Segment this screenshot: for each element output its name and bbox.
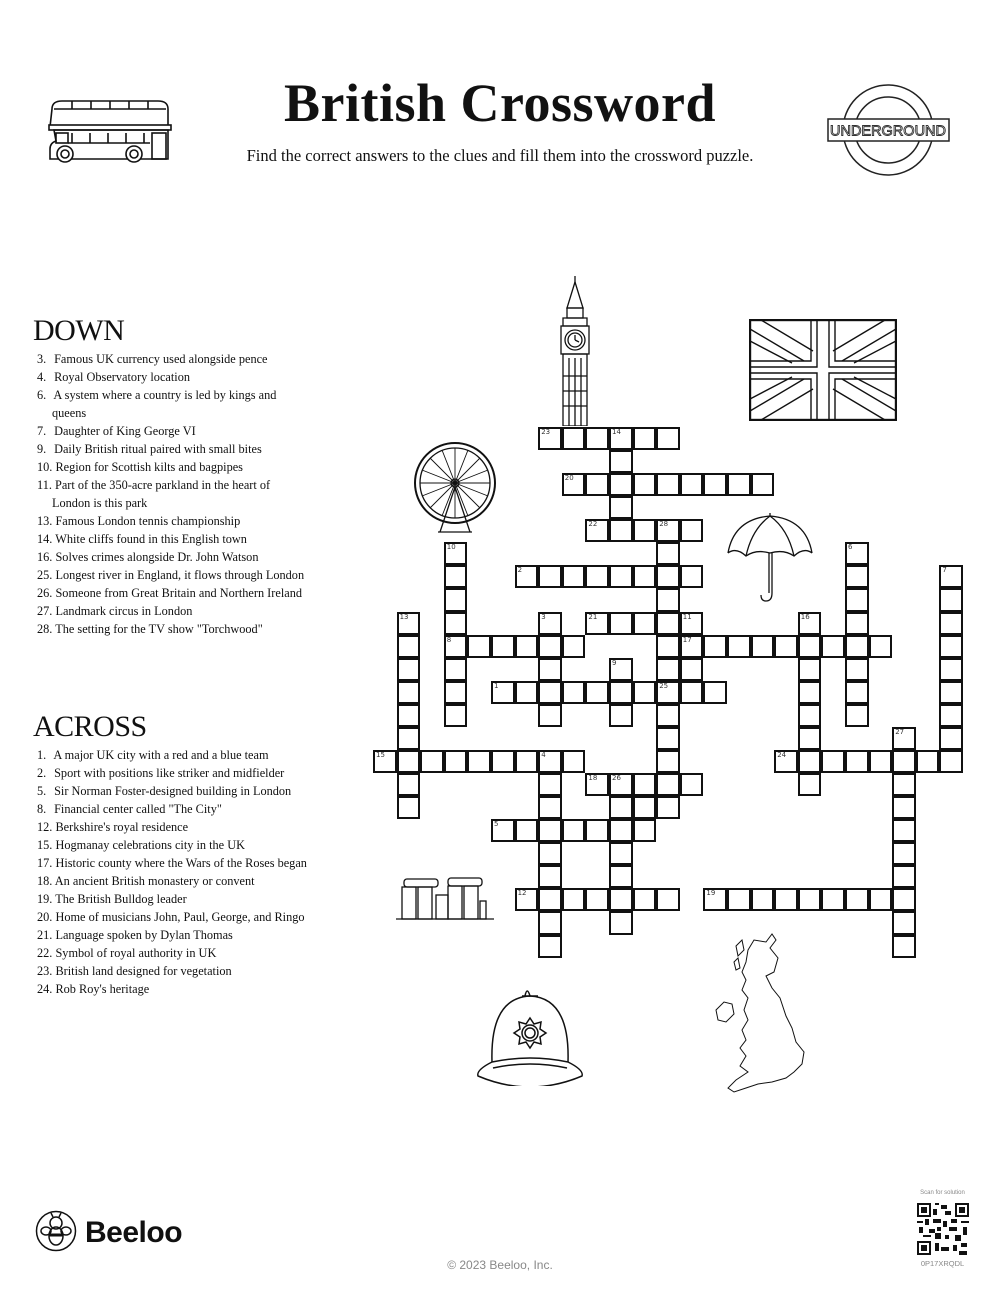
crossword-cell[interactable] — [444, 704, 468, 727]
crossword-cell[interactable] — [703, 473, 727, 496]
crossword-cell[interactable] — [845, 565, 869, 588]
stonehenge-icon — [396, 875, 494, 923]
crossword-cell[interactable] — [892, 819, 916, 842]
crossword-cell[interactable] — [538, 658, 562, 681]
crossword-cell-21[interactable] — [585, 612, 609, 635]
crossword-cell[interactable] — [609, 819, 633, 842]
crossword-cell[interactable] — [703, 635, 727, 658]
crossword-cell[interactable] — [562, 888, 586, 911]
crossword-cell[interactable] — [798, 681, 822, 704]
crossword-cell[interactable] — [680, 473, 704, 496]
copyright: © 2023 Beeloo, Inc. — [447, 1258, 553, 1272]
crossword-cell[interactable] — [656, 658, 680, 681]
crossword-cell[interactable] — [939, 635, 963, 658]
crossword-cell[interactable] — [397, 773, 421, 796]
crossword-cell[interactable] — [656, 727, 680, 750]
clue-down-28: 28. The setting for the TV show "Torchwood" — [37, 622, 263, 636]
crossword-cell[interactable] — [562, 750, 586, 773]
clue-down-11: 11. Part of the 350-acre parkland in the heart of London is this park — [37, 478, 271, 510]
crossword-cell[interactable] — [751, 473, 775, 496]
crossword-cell[interactable] — [680, 681, 704, 704]
crossword-cell-19[interactable] — [703, 888, 727, 911]
crossword-cell[interactable] — [680, 565, 704, 588]
clue-across-19: 19. The British Bulldog leader — [37, 892, 187, 906]
crossword-cell[interactable] — [656, 612, 680, 635]
crossword-cell[interactable] — [751, 888, 775, 911]
crossword-cell[interactable] — [892, 865, 916, 888]
crossword-cell[interactable] — [585, 819, 609, 842]
crossword-cell[interactable] — [609, 704, 633, 727]
crossword-cell[interactable] — [727, 635, 751, 658]
crossword-cell[interactable] — [538, 819, 562, 842]
clue-across-20: 20. Home of musicians John, Paul, George, and Ringo — [37, 910, 305, 924]
crossword-cell[interactable] — [633, 473, 657, 496]
clue-down-4: 4. Royal Observatory location — [37, 370, 190, 384]
clue-across-22: 22. Symbol of royal authority in UK — [37, 946, 217, 960]
crossword-cell[interactable] — [774, 635, 798, 658]
crossword-cell[interactable] — [845, 588, 869, 611]
brand-name: Beeloo — [85, 1216, 183, 1249]
crossword-cell[interactable] — [633, 612, 657, 635]
crossword-cell-15[interactable] — [373, 750, 397, 773]
crossword-cell[interactable] — [845, 658, 869, 681]
crossword-cell[interactable] — [656, 773, 680, 796]
crossword-cell[interactable] — [562, 427, 586, 450]
clue-across-15: 15. Hogmanay celebrations city in the UK — [37, 838, 245, 852]
svg-text:UNDERGROUND: UNDERGROUND — [830, 123, 946, 140]
crossword-cell-18[interactable] — [585, 773, 609, 796]
clue-number-label: 13 — [399, 612, 409, 621]
uk-map-icon — [706, 932, 808, 1102]
clue-down-7: 7. Daughter of King George VI — [37, 424, 196, 438]
crossword-cell[interactable] — [845, 612, 869, 635]
underground-roundel-icon — [826, 80, 951, 180]
crossword-cell[interactable] — [538, 935, 562, 958]
crossword-cell[interactable] — [538, 681, 562, 704]
crossword-cell[interactable] — [633, 681, 657, 704]
clue-number-label: 20 — [564, 474, 574, 483]
beeloo-logo — [35, 1210, 182, 1256]
crossword-cell-11[interactable] — [680, 612, 704, 635]
crossword-cell[interactable] — [892, 911, 916, 934]
qr-code-id: 0P17XRQDL — [920, 1259, 965, 1268]
crossword-cell-27[interactable] — [892, 727, 916, 750]
clue-across-17: 17. Historic county where the Wars of the Roses began — [37, 856, 307, 870]
clue-number-label: 5 — [494, 820, 499, 829]
big-ben-icon — [558, 276, 592, 426]
crossword-cell[interactable] — [821, 635, 845, 658]
crossword-cell[interactable] — [916, 750, 940, 773]
crossword-cell[interactable] — [609, 842, 633, 865]
crossword-cell[interactable] — [892, 935, 916, 958]
clue-across-8: 8. Financial center called "The City" — [37, 802, 222, 816]
qr-code[interactable] — [917, 1203, 969, 1255]
down-clue-list — [37, 350, 307, 638]
crossword-cell[interactable] — [656, 888, 680, 911]
clue-across-21: 21. Language spoken by Dylan Thomas — [37, 928, 233, 942]
crossword-cell[interactable] — [892, 773, 916, 796]
crossword-cell[interactable] — [609, 911, 633, 934]
crossword-cell-2[interactable] — [515, 565, 539, 588]
crossword-cell[interactable] — [845, 888, 869, 911]
crossword-cell[interactable] — [727, 888, 751, 911]
crossword-cell[interactable] — [656, 750, 680, 773]
crossword-cell[interactable] — [656, 588, 680, 611]
crossword-cell[interactable] — [798, 888, 822, 911]
crossword-cell[interactable] — [515, 819, 539, 842]
crossword-cell[interactable] — [562, 681, 586, 704]
clue-number-label: 1 — [494, 681, 499, 690]
clue-down-10: 10. Region for Scottish kilts and bagpipes — [37, 460, 243, 474]
clue-number-label: 18 — [588, 774, 598, 783]
crossword-cell[interactable] — [939, 681, 963, 704]
crossword-cell-25[interactable] — [656, 681, 680, 704]
clue-down-27: 27. Landmark circus in London — [37, 604, 193, 618]
crossword-cell[interactable] — [467, 635, 491, 658]
crossword-cell[interactable] — [562, 565, 586, 588]
crossword-cell[interactable] — [609, 450, 633, 473]
down-heading: DOWN — [33, 314, 125, 347]
crossword-cell[interactable] — [491, 635, 515, 658]
crossword-cell[interactable] — [656, 542, 680, 565]
clue-number-label: 17 — [682, 635, 692, 644]
clue-number-label: 8 — [446, 635, 452, 644]
clue-number-label: 21 — [588, 612, 598, 621]
crossword-cell[interactable] — [633, 773, 657, 796]
clue-across-2: 2. Sport with positions like striker and midfielder — [37, 766, 285, 780]
police-helmet-icon — [474, 984, 586, 1086]
crossword-cell[interactable] — [845, 750, 869, 773]
clue-number-label: 22 — [588, 520, 598, 529]
across-clue-list — [37, 746, 307, 998]
crossword-cell[interactable] — [397, 635, 421, 658]
clue-number-label: 28 — [659, 520, 669, 529]
clue-number-label: 9 — [612, 658, 617, 667]
crossword-cell[interactable] — [585, 565, 609, 588]
crossword-cell[interactable] — [585, 427, 609, 450]
clue-number-label: 24 — [777, 750, 787, 759]
clue-number-label: 14 — [612, 428, 621, 436]
crossword-cell-14[interactable] — [609, 427, 633, 450]
crossword-cell[interactable] — [609, 612, 633, 635]
crossword-cell-7[interactable] — [939, 565, 963, 588]
clue-down-9: 9. Daily British ritual paired with small bites — [37, 442, 262, 456]
crossword-cell[interactable] — [845, 704, 869, 727]
crossword-cell[interactable] — [515, 681, 539, 704]
crossword-cell-10[interactable] — [444, 542, 468, 565]
crossword-cell[interactable] — [397, 796, 421, 819]
crossword-cell[interactable] — [798, 635, 822, 658]
crossword-cell[interactable] — [444, 565, 468, 588]
clue-across-24: 24. Rob Roy's heritage — [37, 982, 150, 996]
crossword-cell[interactable] — [397, 681, 421, 704]
clue-number-label: 11 — [682, 612, 692, 621]
crossword-cell[interactable] — [727, 473, 751, 496]
crossword-cell[interactable] — [444, 612, 468, 635]
clue-number-label: 10 — [446, 543, 456, 552]
clue-number-label: 6 — [848, 543, 853, 552]
crossword-cell-3[interactable] — [538, 612, 562, 635]
crossword-cell[interactable] — [538, 865, 562, 888]
crossword-cell[interactable] — [562, 635, 586, 658]
crossword-cell[interactable] — [538, 704, 562, 727]
clue-down-14: 14. White cliffs found in this English town — [37, 532, 247, 546]
crossword-cell[interactable] — [444, 681, 468, 704]
crossword-cell[interactable] — [538, 796, 562, 819]
crossword-cell[interactable] — [397, 658, 421, 681]
crossword-cell[interactable] — [609, 865, 633, 888]
crossword-cell[interactable] — [939, 588, 963, 611]
crossword-cell[interactable] — [892, 796, 916, 819]
crossword-cell[interactable] — [609, 473, 633, 496]
crossword-cell-1[interactable] — [491, 681, 515, 704]
crossword-cell[interactable] — [798, 704, 822, 727]
crossword-cell[interactable] — [845, 635, 869, 658]
crossword-cell-22[interactable] — [585, 519, 609, 542]
crossword-cell[interactable] — [609, 796, 633, 819]
crossword-cell[interactable] — [633, 796, 657, 819]
clue-number-label: 25 — [659, 681, 669, 690]
crossword-cell-23[interactable] — [538, 427, 562, 450]
qr-caption: Scan for solution — [920, 1190, 965, 1196]
crossword-cell[interactable] — [397, 750, 421, 773]
london-eye-icon — [410, 440, 500, 535]
crossword-cell[interactable] — [444, 750, 468, 773]
crossword-cell[interactable] — [939, 658, 963, 681]
crossword-cell[interactable] — [869, 888, 893, 911]
crossword-cell[interactable] — [585, 888, 609, 911]
crossword-cell[interactable] — [798, 727, 822, 750]
clue-number-label: 27 — [895, 727, 905, 736]
crossword-cell[interactable] — [845, 681, 869, 704]
clue-number-label: 16 — [800, 612, 810, 621]
union-jack-flag-icon — [749, 319, 897, 421]
crossword-cell-17[interactable] — [680, 635, 704, 658]
crossword-cell-12[interactable] — [515, 888, 539, 911]
crossword-cell[interactable] — [633, 819, 657, 842]
crossword-cell[interactable] — [798, 773, 822, 796]
crossword-cell[interactable] — [798, 750, 822, 773]
page-title: British Crossword — [283, 73, 717, 133]
clue-down-13: 13. Famous London tennis championship — [37, 514, 241, 528]
crossword-cell[interactable] — [585, 681, 609, 704]
clue-number-label: 2 — [517, 566, 523, 575]
crossword-cell[interactable] — [397, 704, 421, 727]
crossword-cell[interactable] — [656, 427, 680, 450]
crossword-cell-6[interactable] — [845, 542, 869, 565]
crossword-cell[interactable] — [633, 519, 657, 542]
clue-across-18: 18. An ancient British monastery or convent — [37, 874, 255, 888]
crossword-cell[interactable] — [751, 635, 775, 658]
crossword-cell[interactable] — [939, 727, 963, 750]
across-heading: ACROSS — [33, 710, 147, 743]
crossword-cell[interactable] — [538, 635, 562, 658]
crossword-cell[interactable] — [821, 888, 845, 911]
crossword-cell[interactable] — [444, 588, 468, 611]
crossword-cell[interactable] — [633, 565, 657, 588]
clue-down-26: 26. Someone from Great Britain and Northern Ireland — [37, 586, 302, 600]
crossword-cell[interactable] — [609, 888, 633, 911]
crossword-cell[interactable] — [821, 750, 845, 773]
crossword-cell[interactable] — [774, 888, 798, 911]
clue-number-label: 3 — [541, 612, 546, 621]
crossword-cell[interactable] — [656, 565, 680, 588]
clue-down-16: 16. Solves crimes alongside Dr. John Watson — [37, 550, 259, 564]
crossword-cell[interactable] — [869, 635, 893, 658]
clue-number-label: 19 — [706, 889, 716, 898]
crossword-cell[interactable] — [397, 727, 421, 750]
crossword-cell[interactable] — [939, 704, 963, 727]
crossword-cell[interactable] — [892, 842, 916, 865]
bee-icon — [35, 1210, 77, 1256]
crossword-cell[interactable] — [562, 819, 586, 842]
crossword-cell[interactable] — [656, 796, 680, 819]
crossword-cell[interactable] — [515, 750, 539, 773]
crossword-cell-16[interactable] — [798, 612, 822, 635]
clue-down-3: 3. Famous UK currency used alongside pence — [37, 352, 268, 366]
crossword-cell[interactable] — [538, 773, 562, 796]
crossword-cell[interactable] — [892, 888, 916, 911]
crossword-cell[interactable] — [633, 427, 657, 450]
umbrella-icon — [726, 513, 814, 603]
crossword-cell[interactable] — [633, 888, 657, 911]
clue-down-6: 6. A system where a country is led by kings and queens — [37, 388, 277, 420]
crossword-cell[interactable] — [656, 704, 680, 727]
crossword-cell-5[interactable] — [491, 819, 515, 842]
crossword-cell[interactable] — [703, 681, 727, 704]
crossword-cell-24[interactable] — [774, 750, 798, 773]
crossword-cell[interactable] — [656, 635, 680, 658]
crossword-cell[interactable] — [609, 496, 633, 519]
clue-across-23: 23. British land designed for vegetation — [37, 964, 232, 978]
clue-number-label: 26 — [612, 774, 621, 783]
clue-across-5: 5. Sir Norman Foster-designed building in London — [37, 784, 292, 798]
crossword-cell[interactable] — [538, 911, 562, 934]
clue-number-label: 4 — [541, 750, 546, 759]
crossword-cell[interactable] — [515, 635, 539, 658]
crossword-cell-4[interactable] — [538, 750, 562, 773]
crossword-cell[interactable] — [939, 612, 963, 635]
crossword-cell[interactable] — [491, 750, 515, 773]
crossword-cell[interactable] — [892, 750, 916, 773]
crossword-cell-26[interactable] — [609, 773, 633, 796]
crossword-cell[interactable] — [538, 842, 562, 865]
crossword-cell[interactable] — [680, 519, 704, 542]
crossword-cell[interactable] — [585, 473, 609, 496]
crossword-cell[interactable] — [538, 565, 562, 588]
crossword-cell[interactable] — [798, 658, 822, 681]
crossword-cell[interactable] — [609, 565, 633, 588]
crossword-cell-8[interactable] — [444, 635, 468, 658]
clue-across-1: 1. A major UK city with a red and a blue team — [37, 748, 269, 762]
crossword-cell[interactable] — [656, 473, 680, 496]
crossword-cell-9[interactable] — [609, 658, 633, 681]
clue-number-label: 15 — [376, 750, 385, 759]
crossword-cell[interactable] — [869, 750, 893, 773]
clue-number-label: 7 — [942, 566, 947, 575]
crossword-cell[interactable] — [680, 773, 704, 796]
clue-number-label: 12 — [517, 889, 527, 898]
crossword-cell-28[interactable] — [656, 519, 680, 542]
page-subtitle: Find the correct answers to the clues and fill them into the crossword puzzle. — [246, 146, 754, 165]
crossword-cell-20[interactable] — [562, 473, 586, 496]
crossword-cell[interactable] — [467, 750, 491, 773]
clue-down-25: 25. Longest river in England, it flows through London — [37, 568, 305, 582]
crossword-cell[interactable] — [680, 658, 704, 681]
crossword-cell[interactable] — [444, 658, 468, 681]
crossword-cell[interactable] — [420, 750, 444, 773]
clue-number-label: 23 — [541, 428, 551, 436]
clue-across-12: 12. Berkshire's royal residence — [37, 820, 189, 834]
crossword-cell-13[interactable] — [397, 612, 421, 635]
crossword-cell[interactable] — [609, 519, 633, 542]
crossword-cell[interactable] — [538, 888, 562, 911]
crossword-cell[interactable] — [939, 750, 963, 773]
crossword-cell[interactable] — [609, 681, 633, 704]
